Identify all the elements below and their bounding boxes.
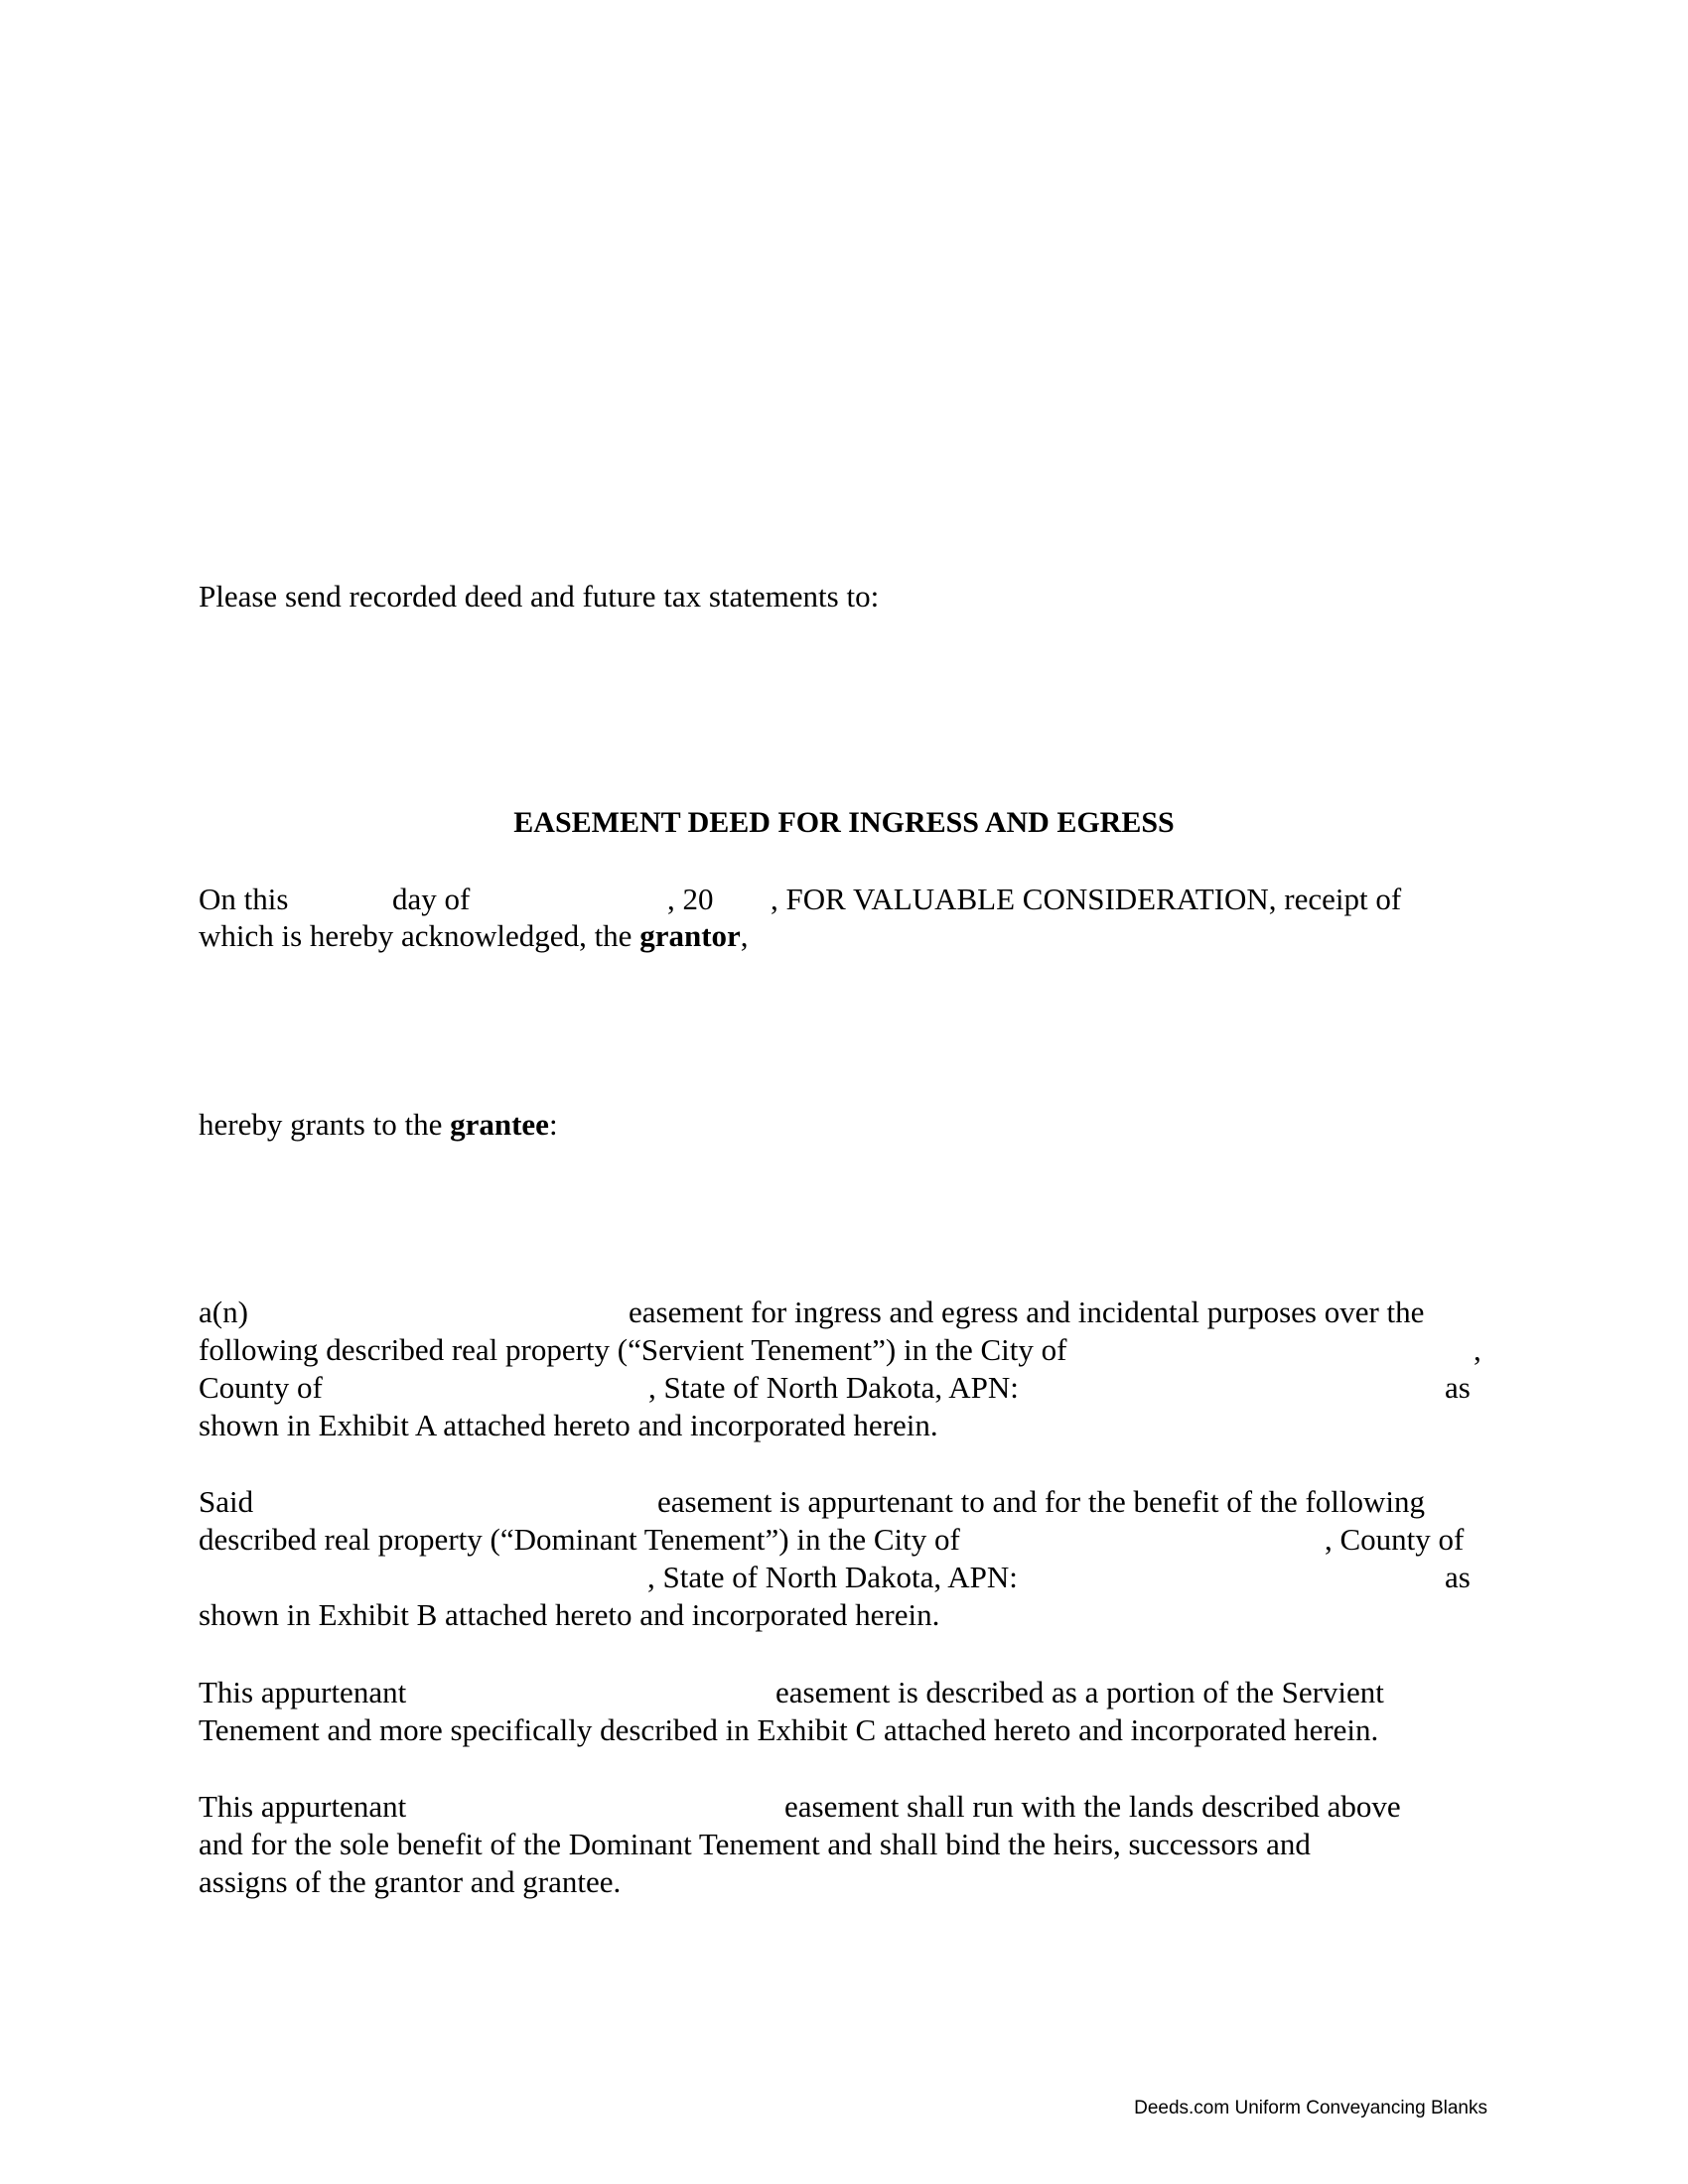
intro-line-2 <box>199 917 749 955</box>
send-to-line: Please send recorded deed and future tax statements to: <box>199 579 880 614</box>
p2-l2-a: described real property (“Dominant Tenement”) in the City of <box>199 1522 960 1557</box>
intro-day-of: day of <box>392 882 471 916</box>
intro-consideration: , FOR VALUABLE CONSIDERATION, receipt of <box>771 882 1402 916</box>
p1-l1-a: a(n) <box>199 1295 248 1329</box>
p1-l2-a: following described real property (“Servient Tenement”) in the City of <box>199 1332 1067 1367</box>
p3-l1-b: easement is described as a portion of the Servient <box>775 1675 1384 1709</box>
p2-l4: shown in Exhibit B attached hereto and incorporated herein. <box>199 1597 940 1632</box>
grantee-label: grantee <box>450 1107 549 1142</box>
p4-l1-b: easement shall run with the lands described above <box>784 1789 1401 1824</box>
p2-l1-a: Said <box>199 1484 254 1519</box>
p4-l3: assigns of the grantor and grantee. <box>199 1864 622 1899</box>
intro-comma: , <box>740 918 749 953</box>
grants-prefix: hereby grants to the <box>199 1107 451 1142</box>
p3-l1-a: This appurtenant <box>199 1675 407 1709</box>
footer-text: Deeds.com Uniform Conveyancing Blanks <box>1134 2098 1487 2118</box>
p2-l1-b: easement is appurtenant to and for the benefit of the following <box>657 1484 1426 1519</box>
intro-on-this: On this <box>199 882 289 916</box>
p1-l3-b: , State of North Dakota, APN: <box>648 1370 1019 1405</box>
intro-acknowledged: which is hereby acknowledged, the <box>199 918 640 953</box>
p1-l3-c: as <box>1445 1370 1471 1405</box>
p1-l3-a: County of <box>199 1370 323 1405</box>
p1-l4: shown in Exhibit A attached hereto and incorporated herein. <box>199 1408 938 1442</box>
p2-l2-b: , County of <box>1325 1522 1465 1557</box>
p4-l2: and for the sole benefit of the Dominant Tenement and shall bind the heirs, successors and <box>199 1827 1311 1861</box>
p1-l1-b: easement for ingress and egress and incidental purposes over the <box>629 1295 1425 1329</box>
p4-l1-a: This appurtenant <box>199 1789 407 1824</box>
p2-l3-b: as <box>1445 1560 1471 1594</box>
p1-l2-b: , <box>1474 1332 1481 1367</box>
grants-line <box>199 1106 558 1144</box>
intro-year: , 20 <box>667 882 714 916</box>
grants-colon: : <box>548 1107 558 1142</box>
document-title: EASEMENT DEED FOR INGRESS AND EGRESS <box>513 806 1175 839</box>
p3-l2: Tenement and more specifically described in Exhibit C attached hereto and incorporated herein. <box>199 1712 1379 1747</box>
grantor-label: grantor <box>639 918 741 953</box>
p2-l3-a: , State of North Dakota, APN: <box>647 1560 1018 1594</box>
